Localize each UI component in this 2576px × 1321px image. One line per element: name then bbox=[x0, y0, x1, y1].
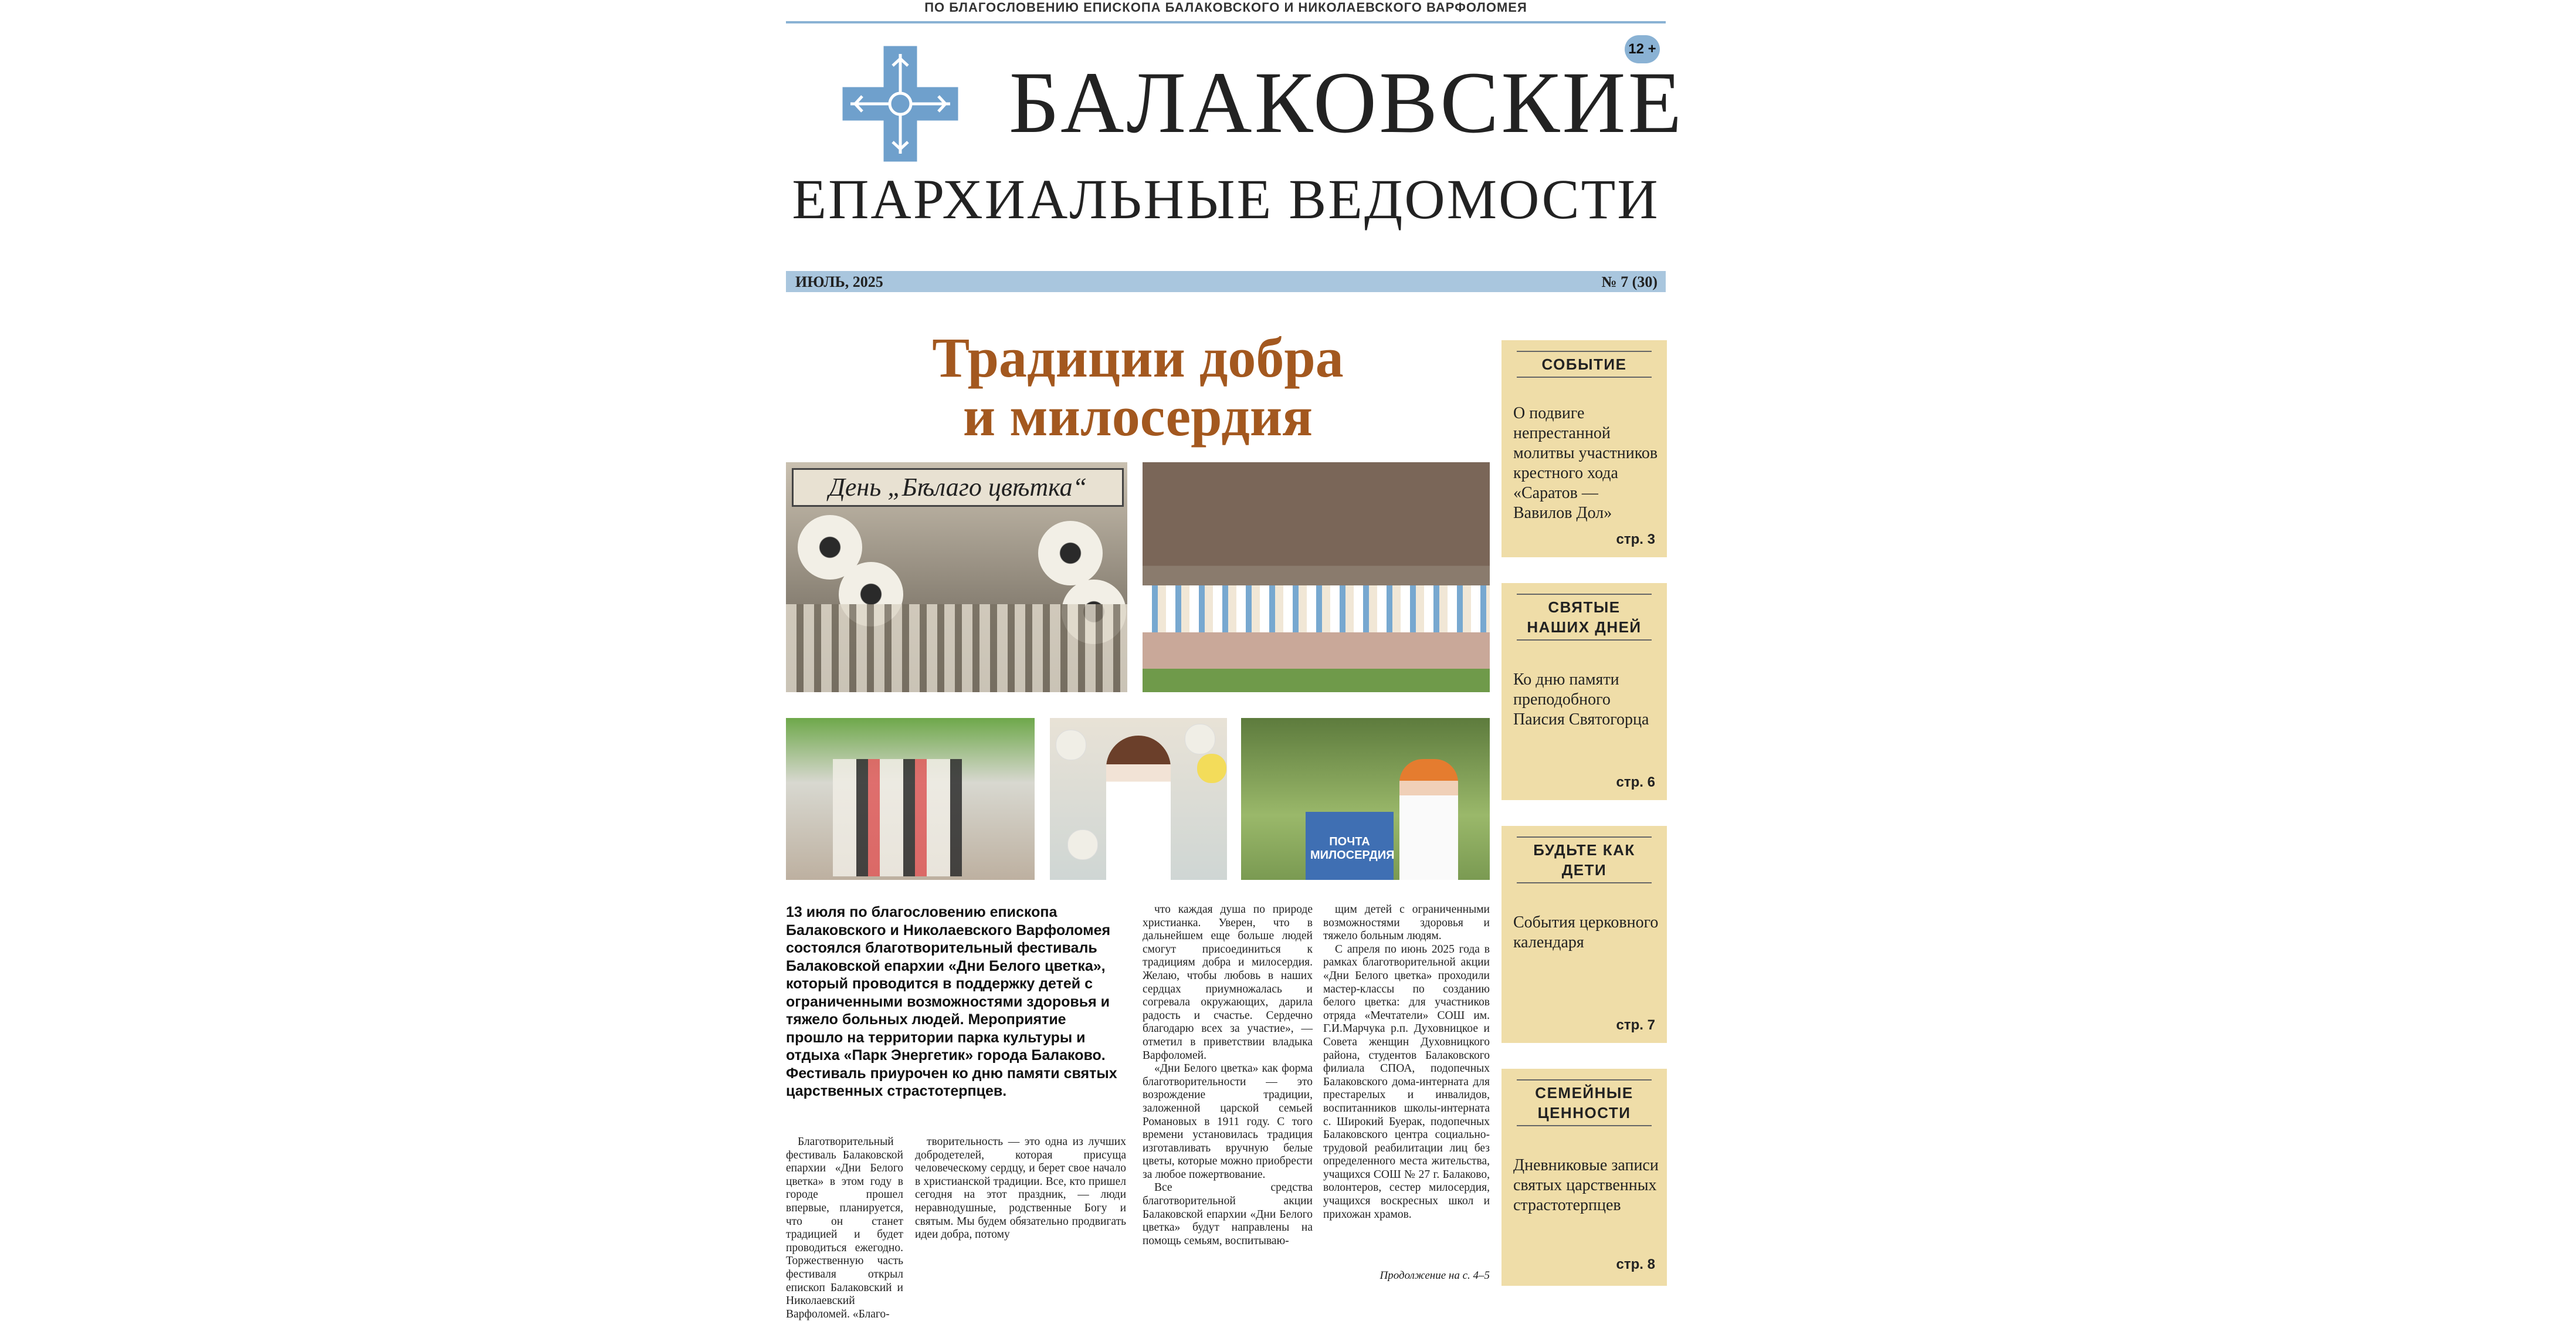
lawn bbox=[1143, 669, 1490, 692]
newspaper-title-line1: БАЛАКОВСКИЕ bbox=[1009, 54, 1684, 151]
continued-note: Продолжение на с. 4–5 bbox=[1379, 1269, 1490, 1282]
stage-group bbox=[1143, 585, 1490, 632]
balloon-icon bbox=[1185, 724, 1215, 754]
issue-number: № 7 (30) bbox=[1601, 273, 1658, 290]
age-rating-badge: 12 + bbox=[1625, 35, 1660, 63]
column-paragraph: Все средства благотворительной акции Балаковской епархии «Дни Белого цветка» будут направлены на помощь семьям, воспитываю- bbox=[1143, 1181, 1313, 1247]
participants-group bbox=[833, 759, 962, 876]
sidebar-teaser-children[interactable] bbox=[1501, 826, 1667, 1043]
teaser-heading: СЕМЕЙНЫЕ ЦЕННОСТИ bbox=[1517, 1079, 1652, 1126]
historic-white-flower-day-photo bbox=[786, 462, 1127, 692]
newspaper-title-line2: ЕПАРХИАЛЬНЫЕ ВЕДОМОСТИ bbox=[792, 168, 1660, 231]
woman-figure bbox=[1106, 736, 1171, 880]
issue-date: ИЮЛЬ, 2025 bbox=[795, 273, 883, 290]
charity-box-label: ПОЧТА МИЛОСЕРДИЯ bbox=[1310, 835, 1395, 862]
article-column-3 bbox=[1143, 903, 1313, 1248]
balloon-icon bbox=[1197, 753, 1227, 784]
teaser-heading: БУДЬТЕ КАК ДЕТИ bbox=[1517, 836, 1652, 883]
teaser-page: стр. 8 bbox=[1616, 1256, 1655, 1272]
article-headline bbox=[786, 328, 1490, 446]
diocese-cross-logo bbox=[839, 42, 962, 165]
column-paragraph: Благотворительный фестиваль Балаковской епархии «Дни Белого цветка» в этом году в городе прошел впервые, планируется, что он станет традицией и будет проводиться ежегодно. Торжественную часть фестиваля открыл епископ Балаковский и Николаевский Варфоломей. «Благо- bbox=[786, 1136, 903, 1320]
article-lead: 13 июля по благословению епископа Балаковского и Николаевского Варфоломея состоялся благотворительный фестиваль Балаковской епархии «Дни Белого цветка», который проводится в поддержку детей с ограниченными возможностями здоровья и тяжело больных людей. Мероприятие прошло на территории парка культуры и отдыха «Парк Энергетик» города Балаково. Фестиваль приурочен ко дню памяти святых царственных страстотерпцев. bbox=[786, 904, 1117, 1099]
teaser-page: стр. 3 bbox=[1616, 531, 1655, 547]
charity-mailbox-photo bbox=[1241, 718, 1490, 880]
article-column-1 bbox=[786, 1136, 903, 1321]
balloon-icon bbox=[1056, 730, 1086, 760]
festival-group-stage-photo bbox=[1143, 462, 1490, 692]
teaser-text: Дневниковые записи святых царственных страстотерпцев bbox=[1513, 1156, 1659, 1214]
column-paragraph: «Дни Белого цветка» как форма благотворительности — это возрождение традиции, заложенной царской семьей Романовых в 1911 году. С того времени установилась традиция изготавливать вручную белые цветы, которые можно приобрести за любое пожертвование. bbox=[1143, 1062, 1313, 1181]
column-paragraph: щим детей с ограниченными возможностями здоровья и тяжело больным людям. bbox=[1323, 903, 1490, 943]
article-column-4 bbox=[1323, 903, 1490, 1221]
photo-banner-text: День „Бѣлаго цвѣтка“ bbox=[792, 468, 1124, 507]
teaser-page: стр. 7 bbox=[1616, 1017, 1655, 1033]
article-column-2 bbox=[915, 1136, 1126, 1242]
date-bar bbox=[786, 271, 1666, 292]
festival-participants-photo bbox=[786, 718, 1035, 880]
teaser-text: О подвиге непрестанной молитвы участников крестного хода «Саратов — Вавилов Дол» bbox=[1513, 404, 1658, 522]
top-rule bbox=[786, 21, 1666, 23]
teaser-heading: СОБЫТИЕ bbox=[1517, 351, 1652, 378]
daisy-icon bbox=[1038, 521, 1103, 585]
sidebar-teaser-family[interactable] bbox=[1501, 1069, 1667, 1286]
column-paragraph: творительность — это одна из лучших добродетелей, которая присуща человеческому сердцу, и берет свое начало в христианской традиции. Все, кто пришел сегодня на этот праздник, — люди неравнодушные, родственные Богу и святым. Мы будем обязательно продвигать идеи добра, потому bbox=[915, 1136, 1126, 1241]
sidebar-teaser-saints[interactable] bbox=[1501, 583, 1667, 800]
child-figure bbox=[1399, 759, 1458, 880]
historic-crowd bbox=[786, 604, 1127, 692]
headline-line1: Традиции добра bbox=[932, 326, 1344, 389]
blessing-line: ПО БЛАГОСЛОВЕНИЮ ЕПИСКОПА БАЛАКОВСКОГО И НИКОЛАЕВСКОГО ВАРФОЛОМЕЯ bbox=[924, 0, 1527, 15]
headline-line2: и милосердия bbox=[962, 385, 1313, 448]
teaser-page: стр. 6 bbox=[1616, 774, 1655, 790]
balloon-icon bbox=[1067, 829, 1098, 860]
teaser-text: Ко дню памяти преподобного Паисия Святогорца bbox=[1513, 670, 1649, 729]
sidebar-teaser-event[interactable] bbox=[1501, 340, 1667, 557]
woman-with-balloons-photo bbox=[1050, 718, 1227, 880]
column-paragraph: С апреля по июнь 2025 года в рамках благотворительной акции «Дни Белого цветка» проходили мастер-классы по созданию белого цветка: для участников отряда «Мечтатели» СОШ им. Г.И.Марчука р.п. Духовницкое и Совета женщин Духовницкого района, студентов Балаковского филиала СПОА, подопечных Балаковского дома-интерната для престарелых и инвалидов, воспитанников школы-интерната с. Широкий Буерак, подопечных Балаковского центра социально-трудовой реабилитации лиц без определенного места жительства, учащихся СОШ № 27 г. Балаково, волонтеров, сестер милосердия, учащихся воскресных школ и прихожан храмов. bbox=[1323, 943, 1490, 1221]
teaser-heading: СВЯТЫЕ НАШИХ ДНЕЙ bbox=[1517, 594, 1652, 641]
teaser-text: События церковного календаря bbox=[1513, 913, 1659, 951]
column-paragraph: что каждая душа по природе христианка. Уверен, что в дальнейшем еще больше людей смогут присоединиться к традициям добра и милосердия. Желаю, чтобы любовь в наших сердцах приумножалась и согревала окружающих, дарила радость и счастье. Сердечно благодарю всех за участие», — отметил в приветствии владыка Варфоломей. bbox=[1143, 903, 1313, 1062]
